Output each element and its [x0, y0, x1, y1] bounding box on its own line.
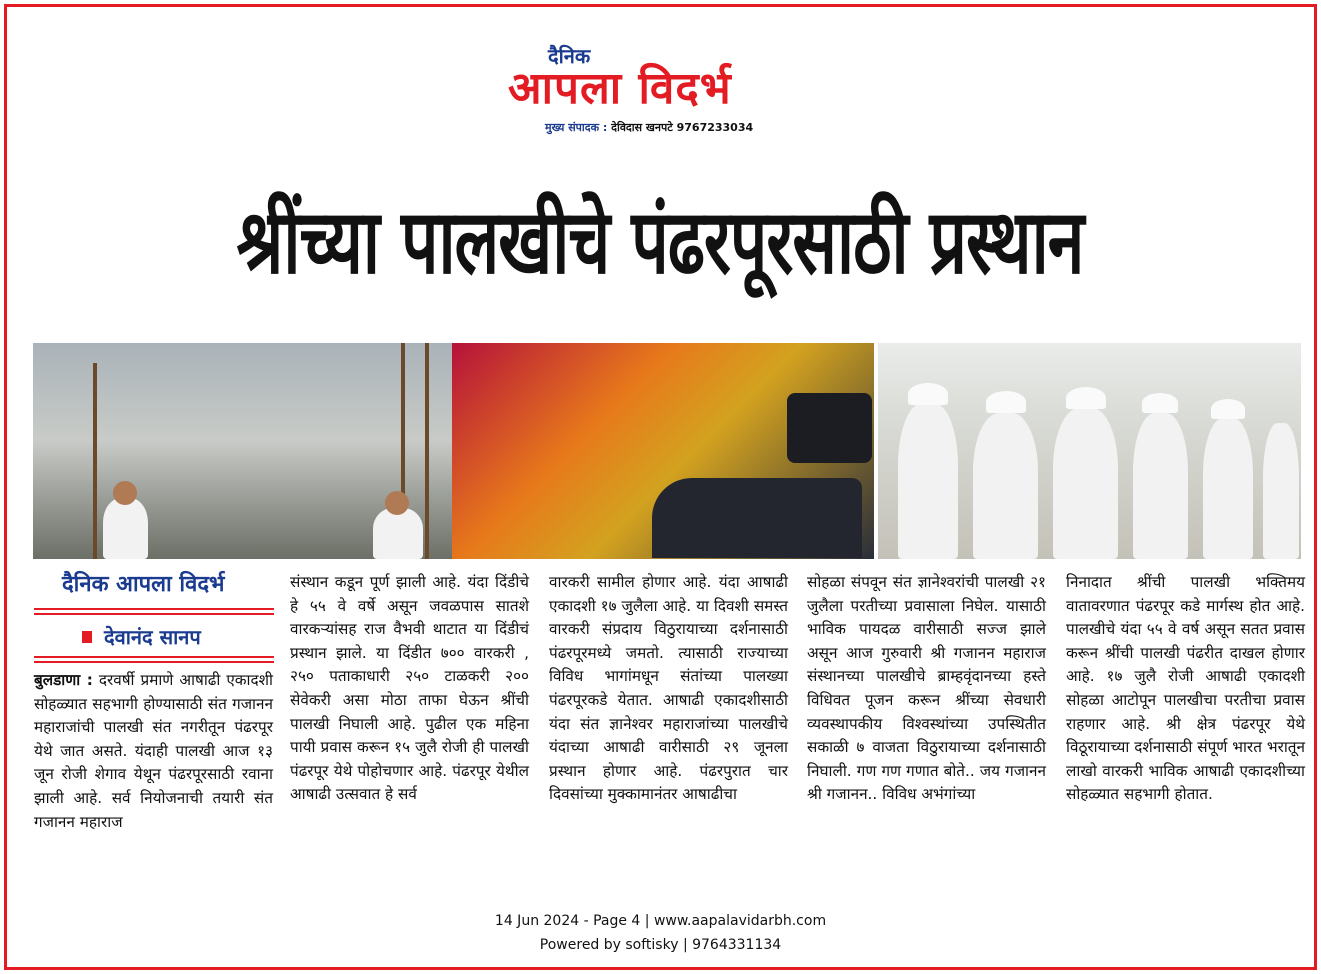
divider [34, 608, 274, 610]
bullet-square [82, 631, 92, 643]
photo-procession [33, 343, 458, 559]
byline-author [82, 623, 274, 650]
article-column-4: सोहळा संपवून संत ज्ञानेश्वरांची पालखी २१ जुलैला परतीच्या प्रवासाला निघेल. यासाठी भाविक पायदळ वारीसाठी सज्ज झाले असून आज गुरुवारी श्री गजानन महाराज संस्थानच्या पालखीचे ब्राम्हवृंदानच्या हस्ते विधिवत पूजन करून श्रींच्या सेवधारी व्यवस्थापकीय विश्वस्थांच्या उपस्थितीत सकाळी ७ वाजता विठुरायाच्या दर्शनासाठी निघाली. गण गण गणात बोते.. जय गजानन श्री गजानन.. विविध अभंगांच्या [807, 573, 1046, 804]
cap [908, 383, 948, 405]
masthead-title: आपला विदर्भ [508, 63, 732, 114]
article-column-3: वारकरी सामील होणार आहे. यंदा आषाढी एकादशी १७ जुलैला आहे. या दिवशी समस्त वारकरी संप्रदाय विठुरायाच्या दर्शनासाठी पंढरपूरमध्ये जमतो. त्यासाठी राज्याच्या विविध भागांमधून संतांच्या पालख्या पंढरपूरकडे येतात. आषाढी एकादशीसाठी यंदा संत ज्ञानेश्वर महाराजांच्या पालखीचे यंदाच्या आषाढी वारीसाठी २९ जूनला प्रस्थान होणार आहे. पंढरपुरात चार दिवसांच्या मुक्कामानंतर आषाढीचा [549, 573, 788, 804]
divider [34, 656, 274, 658]
flag-pole [93, 363, 97, 559]
person [1203, 418, 1253, 559]
article-column-2: संस्थान कडून पूर्ण झाली आहे. यंदा दिंडीचे हे ५५ वे वर्षे असून जवळपास सातशे वारकऱ्यांसह राज वैभवी थाटात या दिंडीचं प्रस्थान झाले. या दिंडीत ७०० वारकरी , २५० पताकाधारी २५० टाळकरी २०० सेवेकरी असा मोठा ताफा घेऊन श्रींची पालखी निघाली आहे. पुढील एक महिना पायी प्रवास करून १५ जुलै रोजी ही पालखी पंढरपूर येथे पोहोचणार आहे. पंढरपूर येथील आषाढी उत्सवात हे सर्व [290, 573, 529, 804]
person [973, 413, 1038, 559]
headline: श्रींच्या पालखीचे पंढरपूरसाठी प्रस्थान [236, 190, 1084, 295]
author-name: देवानंद सानप [104, 625, 201, 649]
person [103, 498, 148, 559]
article-column-5: निनादात श्रींची पालखी भक्तिमय वातावरणात पंढरपूर कडे मार्गस्थ होत आहे. पालखीचे यंदा ५५ वे वर्ष असून सतत प्रवास करून श्रींची पालखी पंढरीत दाखल होणार आहे. १७ जुलै रोजी आषाढी एकादशी सोहळा आटोपून पालखीचा परतीचा प्रवास राहणार आहे. श्री क्षेत्र पंढरपूर येथे विठूरायाच्या दर्शनासाठी संपूर्ण भारत भरातून लाखो वारकरी भाविक आषाढी एकादशीच्या सोहळ्यात सहभागी होतात. [1066, 573, 1305, 804]
masthead-prefix: दैनिक [548, 44, 591, 68]
footer-date-page: 14 Jun 2024 - Page 4 | www.aapalavidarbh.com [494, 913, 827, 929]
editor-label: मुख्य संपादक : [545, 121, 608, 134]
article-column-1 [34, 669, 273, 834]
photo-warkari-devotees [878, 343, 1301, 559]
divider [34, 661, 274, 663]
person-head [113, 481, 137, 505]
byline-publication: दैनिक आपला विदर्भ [62, 572, 225, 597]
byline [34, 568, 274, 663]
person [373, 508, 423, 559]
divider [34, 613, 274, 615]
masthead-editor [545, 120, 753, 135]
cap [1066, 387, 1106, 409]
cap [1211, 399, 1245, 419]
cap [1142, 393, 1178, 413]
person [898, 403, 958, 559]
flag-pole [425, 343, 429, 559]
person-arm [652, 478, 862, 558]
person [1133, 413, 1188, 559]
person [1263, 423, 1299, 559]
dateline-place: बुलडाणा : [34, 671, 93, 689]
masthead [500, 42, 830, 142]
person [1053, 408, 1118, 559]
cap [986, 391, 1026, 413]
camera [787, 393, 872, 463]
footer-powered-by: Powered by softisky | 9764331134 [539, 937, 782, 953]
person-head [385, 491, 409, 515]
editor-name: देविदास खनपटे 9767233034 [611, 121, 754, 134]
photo-palkhi-pooja [452, 343, 874, 559]
article-text-1: दरवर्षी प्रमाणे आषाढी एकादशी सोहळ्यात सहभागी होण्यासाठी संत गजानन महाराजांची पालखी संत नगरीतून पंढरपूर येथे जात असते. यंदाही पालखी आज १३ जून रोजी शेगाव येथून पंढरपूरसाठी रवाना झाली आहे. सर्व नियोजनाची तयारी संत गजानन महाराज [34, 671, 273, 831]
